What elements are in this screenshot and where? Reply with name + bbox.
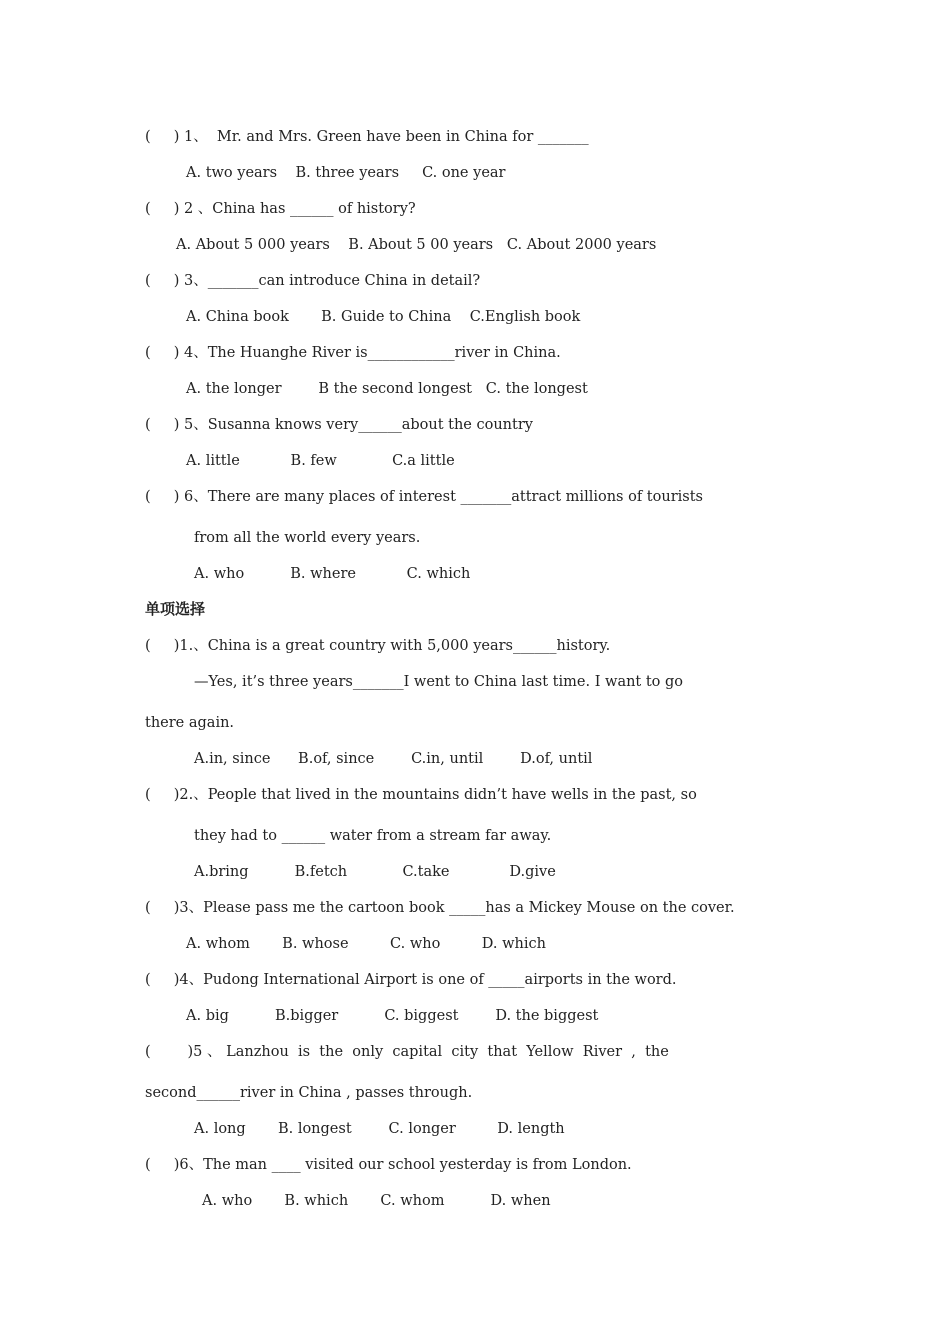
part2-q2-stem-continued: they had to ______ water from a stream far away. [194,828,552,844]
part1-q5-options: A. little B. few C.a little [186,453,455,469]
part2-q6-options: A. who B. which C. whom D. when [202,1193,551,1209]
part1-q5-stem: ( ) 5、Susanna knows very______about the country [145,417,533,433]
part1-q3-options: A. China book B. Guide to China C.English book [186,309,581,325]
part2-q4-stem: ( )4、Pudong International Airport is one of _____airports in the word. [145,972,677,988]
part2-q1-stem: ( )1.、China is a great country with 5,000 years______history. [145,638,611,654]
part2-q1-stem-end: there again. [145,715,235,731]
part1-q6-stem: ( ) 6、There are many places of interest _______attract millions of tourists [145,489,703,505]
part1-q1-options: A. two years B. three years C. one year [186,165,506,181]
part1-q3-stem: ( ) 3、_______can introduce China in detail? [145,273,481,289]
part2-q2-options: A.bring B.fetch C.take D.give [194,864,556,880]
part2-q6-stem: ( )6、The man ____ visited our school yesterday is from London. [145,1157,632,1173]
part2-q3-options: A. whom B. whose C. who D. which [186,936,546,952]
part1-q6-stem-continued: from all the world every years. [194,530,421,546]
part2-q5-stem-continued: second______river in China , passes through. [145,1085,473,1101]
part1-q6-options: A. who B. where C. which [194,566,471,582]
part1-q2-stem: ( ) 2 、China has ______ of history? [145,201,416,217]
part2-q4-options: A. big B.bigger C. biggest D. the biggest [186,1008,599,1024]
part1-q2-options: A. About 5 000 years B. About 5 00 years C. About 2000 years [176,237,657,253]
part2-q1-options: A.in, since B.of, since C.in, until D.of, until [194,751,593,767]
part1-q4-options: A. the longer B the second longest C. the longest [186,381,588,397]
part2-q3-stem: ( )3、Please pass me the cartoon book _____has a Mickey Mouse on the cover. [145,900,735,916]
part1-q4-stem: ( ) 4、The Huanghe River is____________river in China. [145,345,561,361]
part2-q5-stem: ( )5 、 Lanzhou is the only capital city that Yellow River , the [145,1044,669,1060]
part2-q2-stem: ( )2.、People that lived in the mountains didn’t have wells in the past, so [145,787,697,803]
part2-q1-stem-continued: —Yes, it’s three years_______I went to China last time. I want to go [194,674,684,690]
part2-q5-options: A. long B. longest C. longer D. length [194,1121,565,1137]
part1-q1-stem: ( ) 1、 Mr. and Mrs. Green have been in China for _______ [145,129,589,145]
section-heading: 单项选择 [145,600,206,618]
